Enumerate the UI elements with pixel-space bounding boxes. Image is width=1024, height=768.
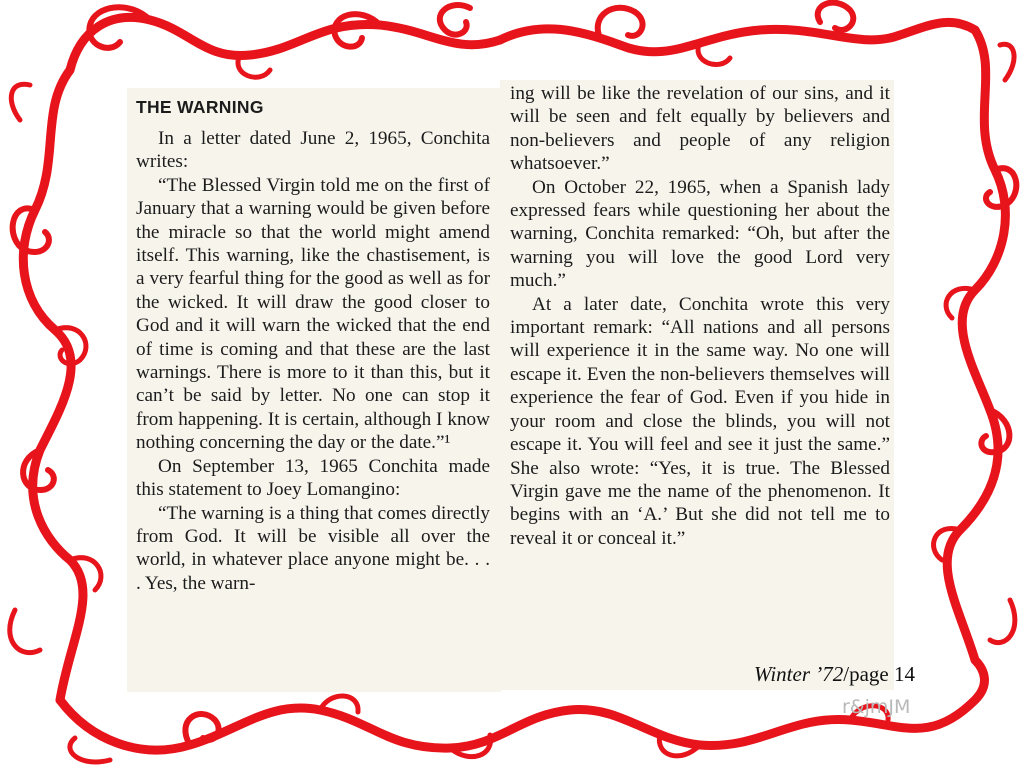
article-column-left (136, 96, 490, 595)
paragraph: “The warning is a thing that comes directly from God. It will be visible all over the world, in whatever place anyone might be. . . . Yes, the warn- (136, 502, 490, 594)
paragraph: At a later date, Conchita wrote this very important remark: “All nations and all persons will experience it in the same way. No one will escape it. Even the non-believers themselves will experience the fear of God. Even if you hide in your room and close the blinds, you will not escape it. You will feel and see it just the same.” She also wrote: “Yes, it is true. The Blessed Virgin gave me the name of the phenomenon. It begins with an ‘A.’ But she did not tell me to reveal it or conceal it.” (510, 293, 890, 549)
article-heading: THE WARNING (136, 97, 264, 117)
paragraph: On October 22, 1965, when a Spanish lady expressed fears while questioning her about the warning, Conchita remarked: “Oh, but after the warning you will love the good Lord very much.” (510, 176, 890, 292)
issue-season: Winter ’72 (754, 662, 844, 686)
paragraph: In a letter dated June 2, 1965, Conchita writes: (136, 128, 490, 173)
paragraph: “The Blessed Virgin told me on the first of January that a warning would be given before the miracle so that the world might amend itself. This warning, like the chastisement, is a very fearful thing for the good as well as for the wicked. It will draw the good closer to God and it will warn the wicked that the end of time is coming and that these are the last warnings. There is more to it than this, but it can’t be said by letter. No one can stop it from happening. It is certain, although I know nothing concerning the day or the date.”¹ (136, 174, 490, 454)
paragraph: ing will be like the revelation of our sins, and it will be seen and felt equally by believers and non-believers and people of any religion whatsoever.” (510, 83, 890, 175)
page-footer (754, 662, 915, 687)
paragraph: On September 13, 1965 Conchita made this statement to Joey Lomangino: (136, 455, 490, 501)
article-column-right (510, 82, 890, 550)
watermark: r&jmJM (842, 696, 911, 718)
page-number: /page 14 (843, 662, 915, 686)
